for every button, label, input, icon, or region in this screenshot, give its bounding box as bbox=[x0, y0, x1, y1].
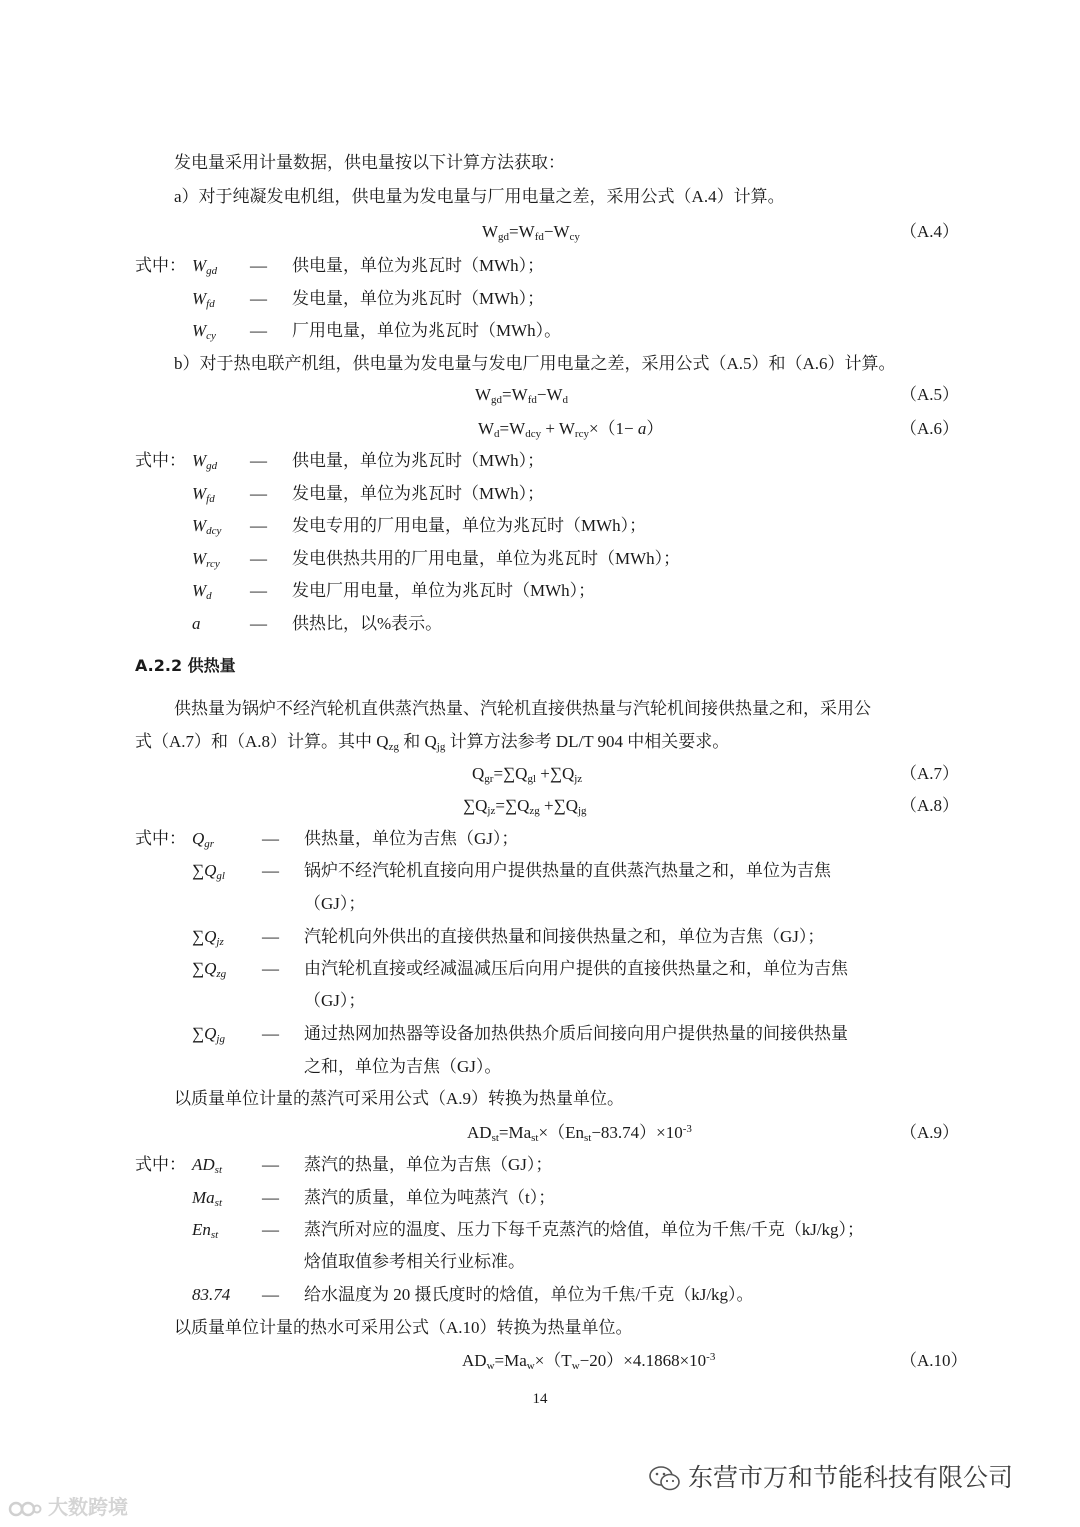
def2-dash: — bbox=[250, 484, 267, 503]
def1-desc: 供电量，单位为兆瓦时（MWh）； bbox=[292, 256, 545, 275]
def3-symbol: $\sum Q_{gl}$ bbox=[192, 861, 225, 882]
def1-desc: 厂用电量，单位为兆瓦时（MWh）。 bbox=[292, 321, 562, 340]
equation-a8: $\sum Q_{jz}=\sum Q_{zg} +\sum Q_{jg}$ bbox=[463, 796, 587, 817]
page-number: 14 bbox=[532, 1391, 548, 1407]
def2-dash: — bbox=[250, 581, 267, 600]
def4-symbol: $En_{st}$ bbox=[192, 1220, 219, 1241]
site-logo-icon bbox=[8, 1498, 42, 1520]
def2-desc: 发电供热共用的厂用电量，单位为兆瓦时（MWh）； bbox=[292, 549, 681, 568]
def4-desc: 蒸汽的质量，单位为吨蒸汽（t）； bbox=[304, 1188, 556, 1207]
equation-number-a7: （A.7） bbox=[900, 764, 960, 783]
def4-dash: — bbox=[262, 1155, 279, 1174]
def2-symbol: $W_{rcy}$ bbox=[192, 549, 220, 570]
equation-a6: $W_d=W_{dcy} + W_{rcy}\times(1- a)$ bbox=[478, 419, 664, 440]
equation-number-a10: （A.10） bbox=[900, 1351, 968, 1370]
def1-dash: — bbox=[250, 256, 267, 275]
def2-symbol: a bbox=[192, 614, 201, 633]
def4-desc: 蒸汽的热量，单位为吉焦（GJ）； bbox=[304, 1155, 553, 1174]
watermark-site: 大数跨境 bbox=[8, 1494, 128, 1520]
def2-symbol: $W_d$ bbox=[192, 581, 212, 602]
steam-intro-text: 以质量单位计量的蒸汽可采用公式（A.9）转换为热量单位。 bbox=[174, 1089, 625, 1108]
shizhong-label: 式中： bbox=[135, 256, 186, 275]
def3-desc-cont: （GJ）； bbox=[304, 894, 366, 913]
def2-dash: — bbox=[250, 451, 267, 470]
equation-a10: $AD_w=Ma_w\times(T_w-20)\times 4.1868\times 10^{-3}$ bbox=[462, 1351, 716, 1372]
def4-dash: — bbox=[262, 1188, 279, 1207]
equation-a9: $AD_{st}=Ma_{st}\times(En_{st}-83.74)\times 10^{-3}$ bbox=[467, 1123, 692, 1144]
equation-a4: $W_{gd}=W_{fd}-W_{cy}$ bbox=[482, 222, 580, 243]
def4-symbol: $Ma_{st}$ bbox=[192, 1188, 223, 1209]
def2-symbol: $W_{fd}$ bbox=[192, 484, 215, 505]
item-b-text: b）对于热电联产机组，供电量为发电量与发电厂用电量之差，采用公式（A.5）和（A.6）计算。 bbox=[174, 354, 896, 373]
def3-symbol: $Q_{gr}$ bbox=[192, 829, 215, 850]
shizhong-label: 式中： bbox=[135, 1155, 186, 1174]
def2-dash: — bbox=[250, 614, 267, 633]
def1-symbol: $W_{cy}$ bbox=[192, 321, 216, 342]
def1-desc: 发电量，单位为兆瓦时（MWh）； bbox=[292, 289, 545, 308]
equation-number-a5: （A.5） bbox=[900, 385, 960, 404]
def2-desc: 发电专用的厂用电量，单位为兆瓦时（MWh）； bbox=[292, 516, 647, 535]
def1-symbol: $W_{gd}$ bbox=[192, 256, 218, 277]
shizhong-label: 式中： bbox=[135, 451, 186, 470]
equation-number-a8: （A.8） bbox=[900, 796, 960, 815]
def2-desc: 供热比，以%表示。 bbox=[292, 614, 443, 633]
def3-dash: — bbox=[262, 861, 279, 880]
def3-dash: — bbox=[262, 927, 279, 946]
paragraph-line: 式（A.7）和（A.8）计算。其中 $Q_{zg}$ 和 $Q_{jg}$ 计算方法参考 DL/T 904 中相关要求。 bbox=[135, 732, 730, 753]
def3-symbol: $\sum Q_{zg}$ bbox=[192, 959, 227, 980]
wechat-icon bbox=[648, 1465, 682, 1493]
def3-desc-cont: 之和，单位为吉焦（GJ）。 bbox=[304, 1057, 502, 1076]
def1-dash: — bbox=[250, 289, 267, 308]
equation-number-a6: （A.6） bbox=[900, 419, 960, 438]
def4-desc: 蒸汽所对应的温度、压力下每千克蒸汽的焓值，单位为千焦/千克（kJ/kg）； bbox=[304, 1220, 865, 1239]
def1-symbol: $W_{fd}$ bbox=[192, 289, 215, 310]
def3-desc: 锅炉不经汽轮机直接向用户提供热量的直供蒸汽热量之和，单位为吉焦 bbox=[304, 861, 831, 880]
def4-dash: — bbox=[262, 1285, 279, 1304]
def3-symbol: $\sum Q_{jg}$ bbox=[192, 1024, 225, 1045]
item-a-text: a）对于纯凝发电机组，供电量为发电量与厂用电量之差，采用公式（A.4）计算。 bbox=[174, 187, 785, 206]
def4-desc-cont: 焓值取值参考相关行业标准。 bbox=[304, 1252, 525, 1271]
def2-desc: 发电厂用电量，单位为兆瓦时（MWh）； bbox=[292, 581, 596, 600]
def4-symbol: $AD_{st}$ bbox=[192, 1155, 223, 1176]
def3-dash: — bbox=[262, 959, 279, 978]
def3-desc: 通过热网加热器等设备加热供热介质后间接向用户提供热量的间接供热量 bbox=[304, 1024, 848, 1043]
equation-number-a4: （A.4） bbox=[900, 222, 960, 241]
def3-desc-cont: （GJ）； bbox=[304, 991, 366, 1010]
def3-dash: — bbox=[262, 829, 279, 848]
watermark-company: 东营市万和节能科技有限公司 bbox=[648, 1462, 1013, 1494]
def3-dash: — bbox=[262, 1024, 279, 1043]
def3-desc: 由汽轮机直接或经减温减压后向用户提供的直接供热量之和，单位为吉焦 bbox=[304, 959, 848, 978]
def4-desc: 给水温度为 20 摄氏度时的焓值，单位为千焦/千克（kJ/kg）。 bbox=[304, 1285, 754, 1304]
def4-dash: — bbox=[262, 1220, 279, 1239]
def2-desc: 发电量，单位为兆瓦时（MWh）； bbox=[292, 484, 545, 503]
water-intro-text: 以质量单位计量的热水可采用公式（A.10）转换为热量单位。 bbox=[174, 1318, 633, 1337]
equation-number-a9: （A.9） bbox=[900, 1123, 960, 1142]
section-heading: A.2.2 供热量 bbox=[135, 656, 236, 675]
def3-symbol: $\sum Q_{jz}$ bbox=[192, 927, 224, 948]
equation-a7: $Q_{gr}=\sum Q_{gl} +\sum Q_{jz}$ bbox=[472, 764, 583, 785]
def2-dash: — bbox=[250, 549, 267, 568]
equation-a5: $W_{gd}=W_{fd}-W_d$ bbox=[475, 385, 568, 406]
shizhong-label: 式中： bbox=[135, 829, 186, 848]
def2-desc: 供电量，单位为兆瓦时（MWh）； bbox=[292, 451, 545, 470]
def2-symbol: $W_{dcy}$ bbox=[192, 516, 222, 537]
def3-desc: 汽轮机向外供出的直接供热量和间接供热量之和，单位为吉焦（GJ）； bbox=[304, 927, 825, 946]
paragraph-line: 供热量为锅炉不经汽轮机直供蒸汽热量、汽轮机直接供热量与汽轮机间接供热量之和，采用公 bbox=[174, 699, 871, 718]
def2-dash: — bbox=[250, 516, 267, 535]
def2-symbol: $W_{gd}$ bbox=[192, 451, 218, 472]
def3-desc: 供热量，单位为吉焦（GJ）； bbox=[304, 829, 519, 848]
intro-text: 发电量采用计量数据，供电量按以下计算方法获取： bbox=[174, 153, 565, 172]
def4-symbol: 83.74 bbox=[192, 1285, 231, 1304]
def1-dash: — bbox=[250, 321, 267, 340]
